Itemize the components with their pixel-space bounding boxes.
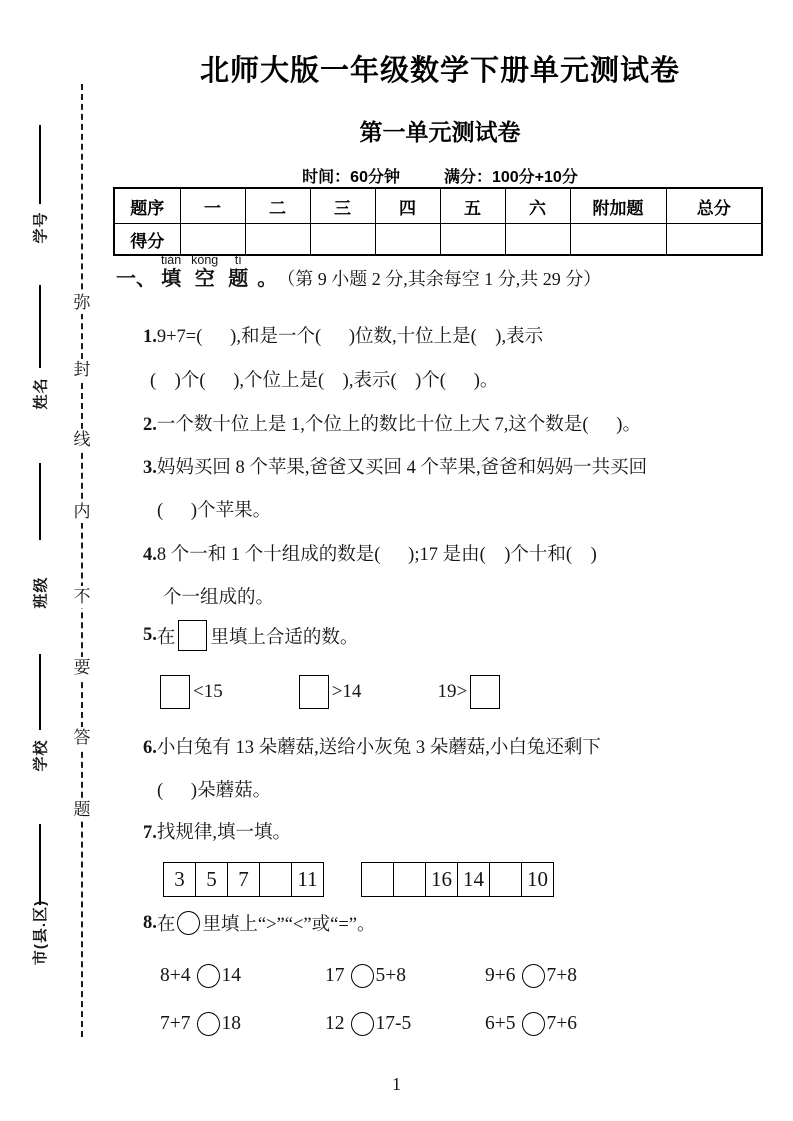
score-row-label: 得分 — [114, 224, 180, 256]
section1-char: tián 填 — [161, 253, 182, 290]
question-6-number: 6. — [143, 738, 157, 758]
col-six: 六 — [505, 188, 570, 224]
score-table-header-row — [114, 188, 762, 224]
score-cell — [310, 224, 375, 256]
sequence-cell: 16 — [426, 863, 458, 897]
answer-circle — [197, 964, 220, 988]
comparison-text: >14 — [331, 681, 362, 702]
pinyin: kòng — [191, 253, 219, 267]
fold-line-char: 不 — [69, 586, 95, 608]
expression-right: 7+8 — [546, 965, 577, 986]
score-cell — [180, 224, 245, 256]
sequence-cell: 14 — [458, 863, 490, 897]
answer-box — [178, 620, 207, 651]
sequence-cell: 11 — [292, 863, 324, 897]
page-number: 1 — [392, 1074, 401, 1094]
expression-right: 17-5 — [375, 1013, 412, 1034]
question-8-text: 在 — [156, 915, 176, 935]
answer-box — [470, 675, 500, 709]
section1-char: tí 题 — [228, 253, 249, 290]
question-8-number: 8. — [143, 912, 157, 933]
answer-circle — [351, 1012, 374, 1036]
name-label-text: 姓名 — [32, 376, 50, 410]
fold-line — [81, 84, 83, 1037]
score-cell — [245, 224, 310, 256]
score-cell — [666, 224, 762, 256]
paper-title: 北师大版一年级数学下册单元测试卷 — [199, 55, 680, 87]
class-label-text: 班级 — [32, 575, 50, 609]
expression-right: 5+8 — [375, 965, 406, 986]
expression-left: 7+7 — [160, 1013, 191, 1034]
col-five: 五 — [440, 188, 505, 224]
expression-left: 9+6 — [485, 965, 516, 986]
question-7-intro — [143, 818, 291, 848]
col-four: 四 — [375, 188, 440, 224]
student-id-label — [22, 207, 58, 247]
comparison-text: 19> — [437, 681, 468, 702]
answer-box — [160, 675, 190, 709]
school-blank-line — [39, 654, 41, 730]
fold-line-char: 答 — [69, 727, 95, 749]
col-two: 二 — [245, 188, 310, 224]
sequence-cell — [260, 863, 292, 897]
number-sequence-2 — [361, 862, 554, 897]
question-1-text: ( )个( ),个位上是( ),表示( )个( )。 — [150, 371, 499, 391]
school-label — [22, 735, 58, 775]
question-2-text: 一个数十位上是 1,个位上的数比十位上大 7,这个数是( )。 — [156, 415, 641, 435]
question-8-expressions-row-1 — [160, 964, 577, 988]
unit-title: 第一单元测试卷 — [359, 119, 521, 145]
school-label-text: 学校 — [32, 738, 50, 772]
question-7-text: 找规律,填一填。 — [156, 823, 292, 843]
answer-circle — [522, 964, 545, 988]
question-2-line-1 — [143, 410, 641, 440]
time-limit: 时间：60分钟 — [302, 169, 400, 186]
question-1-line-2 — [150, 366, 498, 396]
question-5-comparisons — [160, 675, 503, 709]
score-cell — [440, 224, 505, 256]
question-1-line-1 — [143, 322, 543, 352]
student-id-label-text: 学号 — [32, 210, 50, 244]
exam-info — [110, 164, 770, 187]
question-8-text: 里填上“>”“<”或“=”。 — [202, 915, 376, 935]
score-table — [113, 187, 763, 256]
fold-line-char: 封 — [69, 359, 95, 381]
fold-line-char: 题 — [69, 799, 95, 821]
expression — [485, 964, 577, 988]
question-3-text: 妈妈买回 8 个苹果,爸爸又买回 4 个苹果,爸爸和妈妈一共买回 — [156, 458, 648, 478]
comparison-item — [437, 675, 503, 709]
question-4-line-1 — [143, 540, 597, 570]
city-label-text: 市(县.区) — [32, 899, 50, 965]
expression — [485, 1012, 577, 1036]
section1-char: kòng 空 — [191, 253, 219, 290]
col-question-order: 题序 — [114, 188, 180, 224]
score-cell — [375, 224, 440, 256]
question-3-text: ( )个苹果。 — [157, 501, 272, 521]
student-id-blank-line — [39, 125, 41, 204]
section1-period: 。 — [257, 268, 278, 290]
answer-circle — [351, 964, 374, 988]
number-sequence-1 — [163, 862, 324, 897]
name-label — [22, 373, 58, 413]
expression — [160, 1012, 325, 1036]
question-6-line-1 — [143, 733, 601, 763]
comparison-item — [299, 675, 362, 709]
comparison-text: <15 — [193, 681, 223, 702]
class-label — [22, 572, 58, 612]
question-3-number: 3. — [143, 458, 157, 478]
name-blank-line — [39, 285, 41, 368]
question-5-number: 5. — [143, 625, 157, 645]
expression-left: 8+4 — [160, 965, 191, 986]
fold-line-char: 内 — [69, 501, 95, 523]
col-total: 总分 — [666, 188, 762, 224]
question-2-number: 2. — [143, 415, 157, 435]
expression — [160, 964, 325, 988]
answer-box — [299, 675, 329, 709]
city-label — [22, 899, 58, 965]
question-8-expressions-row-2 — [160, 1012, 577, 1036]
question-5-intro — [143, 620, 358, 651]
question-5-text: 里填上合适的数。 — [210, 627, 359, 648]
expression — [325, 964, 485, 988]
question-4-text: 个一组成的。 — [163, 588, 275, 608]
pinyin: tián — [161, 253, 182, 267]
score-cell — [505, 224, 570, 256]
fold-line-char: 弥 — [69, 292, 95, 314]
city-blank-line — [39, 824, 41, 905]
col-bonus: 附加题 — [570, 188, 666, 224]
question-7-sequences — [163, 862, 554, 897]
score-cell — [570, 224, 666, 256]
sequence-cell: 10 — [522, 863, 554, 897]
expression-right: 18 — [221, 1013, 241, 1034]
sequence-cell — [394, 863, 426, 897]
answer-circle — [177, 911, 200, 935]
col-three: 三 — [310, 188, 375, 224]
sequence-cell: 5 — [196, 863, 228, 897]
question-6-text: ( )朵蘑菇。 — [157, 781, 272, 801]
class-blank-line — [39, 463, 41, 540]
expression-left: 17 — [325, 965, 345, 986]
expression-right: 14 — [221, 965, 241, 986]
question-6-text: 小白兔有 13 朵蘑菇,送给小灰兔 3 朵蘑菇,小白兔还剩下 — [156, 738, 601, 758]
question-4-text: 8 个一和 1 个十组成的数是( );17 是由( )个十和( ) — [156, 545, 597, 565]
question-3-line-1 — [143, 453, 647, 483]
fold-line-char: 线 — [69, 429, 95, 451]
score-table-score-row — [114, 224, 762, 256]
question-5-text: 在 — [156, 627, 176, 648]
answer-circle — [522, 1012, 545, 1036]
answer-circle — [197, 1012, 220, 1036]
section1-scoring-note: （第 9 小题 2 分,其余每空 1 分,共 29 分） — [277, 269, 602, 289]
question-4-line-2 — [163, 583, 274, 613]
sequence-cell — [362, 863, 394, 897]
question-7-number: 7. — [143, 823, 157, 843]
expression-left: 6+5 — [485, 1013, 516, 1034]
sequence-cell: 7 — [228, 863, 260, 897]
question-6-line-2 — [157, 776, 271, 806]
full-score: 满分：100分+10分 — [443, 169, 578, 186]
expression-left: 12 — [325, 1013, 345, 1034]
question-1-number: 1. — [143, 327, 157, 347]
section1-number: 一、 — [116, 268, 156, 290]
sequence-cell — [490, 863, 522, 897]
question-4-number: 4. — [143, 545, 157, 565]
sequence-cell: 3 — [164, 863, 196, 897]
question-1-text: 9+7=( ),和是一个( )位数,十位上是( ),表示 — [156, 327, 544, 347]
section1-header — [116, 254, 601, 291]
expression — [325, 1012, 485, 1036]
expression-right: 7+6 — [546, 1013, 577, 1034]
fold-line-char: 要 — [69, 657, 95, 679]
question-3-line-2 — [157, 496, 271, 526]
pinyin: tí — [234, 253, 242, 267]
question-8-intro — [143, 910, 375, 936]
col-one: 一 — [180, 188, 245, 224]
comparison-item — [160, 675, 223, 709]
